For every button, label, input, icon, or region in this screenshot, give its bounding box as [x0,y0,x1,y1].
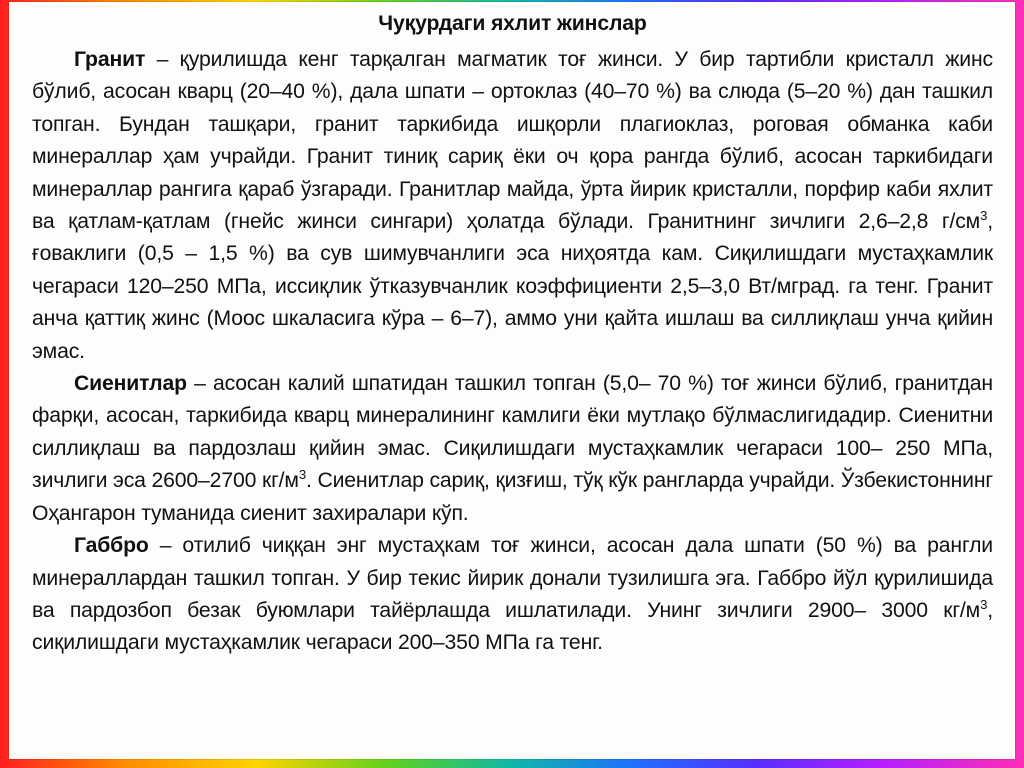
document-page [9,2,1015,759]
paragraph-syenite [32,368,993,530]
term-gabbro: Габбро [74,534,149,558]
page-title: Чуқурдаги яхлит жинслар [378,12,647,35]
term-granite: Гранит [74,48,146,71]
superscript-3: 3 [980,596,988,612]
paragraph-gabbro [32,530,993,660]
paragraph-granite [32,44,993,368]
paragraph-syenite-text-1: – асосан калий шпатидан ташкил топган (5,0– 70 %) тоғ жинси бўлиб, гранитдан фарқи, асосан, таркибида кварц минералининг камлиги ёки мутлақо бўлмаслигидадир. Сиенитни силлиқлаш ва пардозлаш қийин эмас. Сиқилишдаги мустаҳкамлик чегараси 100– 250 МПа, зичлиги эса 2600–2700 кг/м [32,372,993,493]
paragraph-syenite-text-2: . Сиенитлар сариқ, қизғиш, тўқ кўк рангларда учрайди. Ўзбекистоннинг Оҳангарон туманида сиенит захиралари кўп. [32,469,993,525]
superscript-3: 3 [980,207,988,223]
document-content [32,12,993,660]
paragraph-granite-text-1: – қурилишда кенг тарқалган магматик тоғ жинси. У бир тартибли кристалл жинс бўлиб, асосан кварц (20–40 %), дала шпати – ортоклаз (40–70 %) ва слюда (5–20 %) дан ташкил топган. Бундан ташқари, гранит таркибида ишқорли плагиоклаз, роговая обманка каби минераллар ҳам учрайди. Гранит тиниқ сариқ ёки оч қора рангда бўлиб, асосан таркибидаги минераллар рангига қараб ўзгаради. Гранитлар майда, ўрта йирик кристалли, порфир каби яхлит ва қатлам-қатлам (гнейс жинси сингари) ҳолатда бўлади. Гранитнинг зичлиги 2,6–2,8 г/см [32,48,993,234]
paragraph-gabbro-text-2: , сиқилишдаги мустаҳкамлик чегараси 200–350 МПа га тенг. [32,598,993,655]
superscript-3: 3 [298,467,306,483]
paragraph-gabbro-text-1: – отилиб чиққан энг мустаҳкам тоғ жинси, асосан дала шпати (50 %) ва рангли минераллардан ташкил топган. У бир текис йирик донали тузилишга эга. Габбро йўл қурилишида ва пардозбоп безак буюмлари тайёрлашда ишлатилади. Унинг зичлиги 2900– 3000 кг/м [32,534,993,622]
term-syenite: Сиенитлар [74,372,187,396]
paragraph-granite-text-2: , ғоваклиги (0,5 – 1,5 %) ва сув шимувчанлиги эса ниҳоятда кам. Сиқилишдаги мустаҳкамлик чегараси 120–250 МПа, иссиқлик ўтказувчанлик коэффициенти 2,5–3,0 Вт/мград. га тенг. Гранит анча қаттиқ жинс (Моос шкаласига кўра – 6–7), аммо уни қайта ишлаш ва силлиқлаш унча қийин эмас. [32,210,993,363]
